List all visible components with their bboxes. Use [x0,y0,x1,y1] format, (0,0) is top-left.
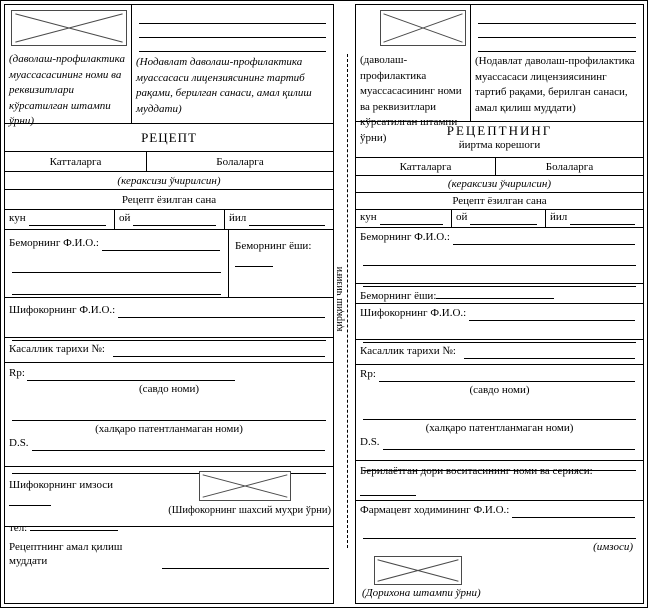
trade-name-note: (савдо номи) [138,382,200,395]
date-header: Рецепт ёзилган сана [356,192,643,209]
case-history-label: Касаллик тарихи №: [360,345,456,357]
patient-age-cell [229,230,333,297]
month-label: ой [119,212,131,225]
year-label: йил [550,211,568,224]
pharmacy-stamp-caption: (Дорихона штампи ўрни) [362,586,481,599]
right-form-title [356,121,643,157]
left-license-cell [132,5,333,123]
patient-age-blank [436,286,554,299]
patient-age-blank [235,254,273,267]
left-validity-row [5,526,333,603]
children-cell: Болаларга [545,161,594,173]
license-blank-line [139,39,326,52]
doctor-seal-caption: (Шифокорнинг шахсий муҳри ўрни) [168,505,331,516]
adults-cell: Катталарга [356,158,496,175]
ds-blank [32,438,325,451]
day-blank [380,212,443,225]
prescription-main-part [4,4,334,604]
rp-label: Rp: [9,367,25,379]
day-blank [29,213,106,226]
license-blank-line [478,39,636,52]
pharmacy-stamp-placeholder [374,556,462,585]
clinic-stamp-placeholder [380,10,466,46]
strike-note: (кераксизи ўчирилсин) [5,171,333,189]
inn-note: (халқаро патентланмаган номи) [425,421,574,434]
patient-name-blank [102,238,220,251]
crossed-box-icon [375,557,461,584]
right-license-cell [471,5,643,121]
strike-note: (кераксизи ўчирилсин) [356,175,643,192]
left-header-row [5,5,333,128]
year-cell [225,210,333,229]
left-clinic-stamp-cell [5,5,132,128]
left-form-title: РЕЦЕПТ [5,123,333,151]
month-blank [470,212,537,225]
crossed-box-icon [12,11,126,45]
patient-name-line2 [363,253,636,266]
doctor-name-label: Шифокорнинг Ф.И.О.: [360,307,467,319]
license-blank-line [478,25,636,38]
stub-title-line2: йиртма корешоги [458,139,541,152]
left-age-group-row [5,151,333,171]
case-history-blank [464,346,635,359]
prescription-stub-part [355,4,644,604]
crossed-box-icon [381,11,465,45]
children-cell: Болаларга [216,156,264,168]
license-blank-line [139,25,326,38]
day-cell [356,210,452,227]
phone-label: тел: [9,521,28,534]
month-label: ой [456,211,468,224]
license-blank-line [139,11,326,24]
patient-name-blank [453,232,635,245]
doctor-seal-placeholder [199,471,291,501]
doctor-signature-blank [9,493,51,506]
day-label: кун [360,211,377,224]
crossed-box-icon [200,472,290,500]
inn-blank-line [12,408,326,421]
right-doctor-row [356,303,643,339]
day-label: кун [9,212,26,225]
dispensed-drug-blank [360,483,416,496]
year-blank [570,212,635,225]
month-blank [133,213,216,226]
inn-blank-line [363,407,636,420]
patient-name-line2 [12,260,221,273]
rp-blank [379,369,635,382]
license-caption: (Нодавлат даволаш-профилактика муассасаси лицензиясининг тартиб рақами, берилган санаси, амал қилиш муддати) [136,56,312,115]
clinic-stamp-placeholder [11,10,127,46]
rp-label: Rp: [360,368,376,380]
right-age-group-row [356,157,643,175]
month-cell [452,210,546,227]
left-date-row [5,209,333,229]
patient-age-label: Беморнинг ёши: [360,290,437,302]
pharmacist-label: Фармацевт ходимининг Ф.И.О.: [360,504,510,516]
right-case-history-row [356,339,643,364]
day-cell [5,210,115,229]
stub-title-line1: РЕЦЕПТНИНГ [446,123,553,138]
right-patient-row [356,227,643,283]
patient-age-label: Беморнинг ёши: [235,240,312,252]
left-case-history-row [5,337,333,362]
right-date-row [356,209,643,227]
ds-label: D.S. [360,436,380,449]
doctor-signature-cell [5,467,155,534]
ds-label: D.S. [9,437,29,450]
patient-name-label: Беморнинг Ф.И.О.: [360,231,450,243]
pharmacist-blank [512,505,635,518]
right-patient-age-row [356,283,643,303]
perforation-gap [334,4,355,604]
doctor-name-blank [118,305,325,318]
year-label: йил [229,212,247,225]
month-cell [115,210,225,229]
right-rp-row [356,364,643,460]
date-header: Рецепт ёзилган сана [5,189,333,209]
validity-label: Рецептнинг амал қилиш муддати [9,541,123,567]
year-blank [249,213,325,226]
trade-name-note: (савдо номи) [469,383,530,396]
ds-blank [383,437,635,450]
left-patient-row [5,229,333,297]
dispensed-drug-row [356,460,643,500]
doctor-signature-label: Шифокорнинг имзоси [9,479,113,491]
left-rp-row [5,362,333,466]
case-history-label: Касаллик тарихи №: [9,343,105,355]
doctor-name-blank [469,308,635,321]
right-clinic-stamp-cell [356,5,471,145]
rp-blank [27,368,235,381]
left-doctor-row [5,297,333,337]
pharmacist-row [356,500,643,603]
cut-dashed-line [347,54,348,548]
adults-cell: Катталарга [5,152,147,171]
validity-blank [162,556,329,569]
inn-note: (халқаро патентланмаган номи) [95,422,243,435]
signature-note: (имзоси) [593,540,633,553]
license-caption: (Нодавлат даволаш-профилактика муассасаси лицензиясининг тартиб рақами, берилган санаси, амал қилиш муддати) [475,55,635,114]
case-history-blank [113,344,325,357]
doctor-name-label: Шифокорнинг Ф.И.О.: [9,304,116,316]
dispensed-drug-label: Берилаётган дори воситасининг номи ва серияси: [360,465,593,477]
pharmacist-line2 [363,526,636,539]
doctor-seal-cell [155,467,333,526]
patient-name-line3 [12,282,221,295]
clinic-stamp-caption: (даволаш-профилактика муассасасининг номи ва реквизитлари кўрсатилган штампи ўрни) [9,53,126,128]
clinic-stamp-caption: (даволаш-профилактика муассасасининг номи ва реквизитлари кўрсатилган штампи ўрни) [360,54,462,145]
patient-name-cell [5,230,229,297]
year-cell [546,210,643,227]
left-signature-row [5,466,333,534]
license-blank-line [478,11,636,24]
cut-line-label: қирқиш чизиғи [333,266,345,332]
patient-name-label: Беморнинг Ф.И.О.: [9,237,99,249]
